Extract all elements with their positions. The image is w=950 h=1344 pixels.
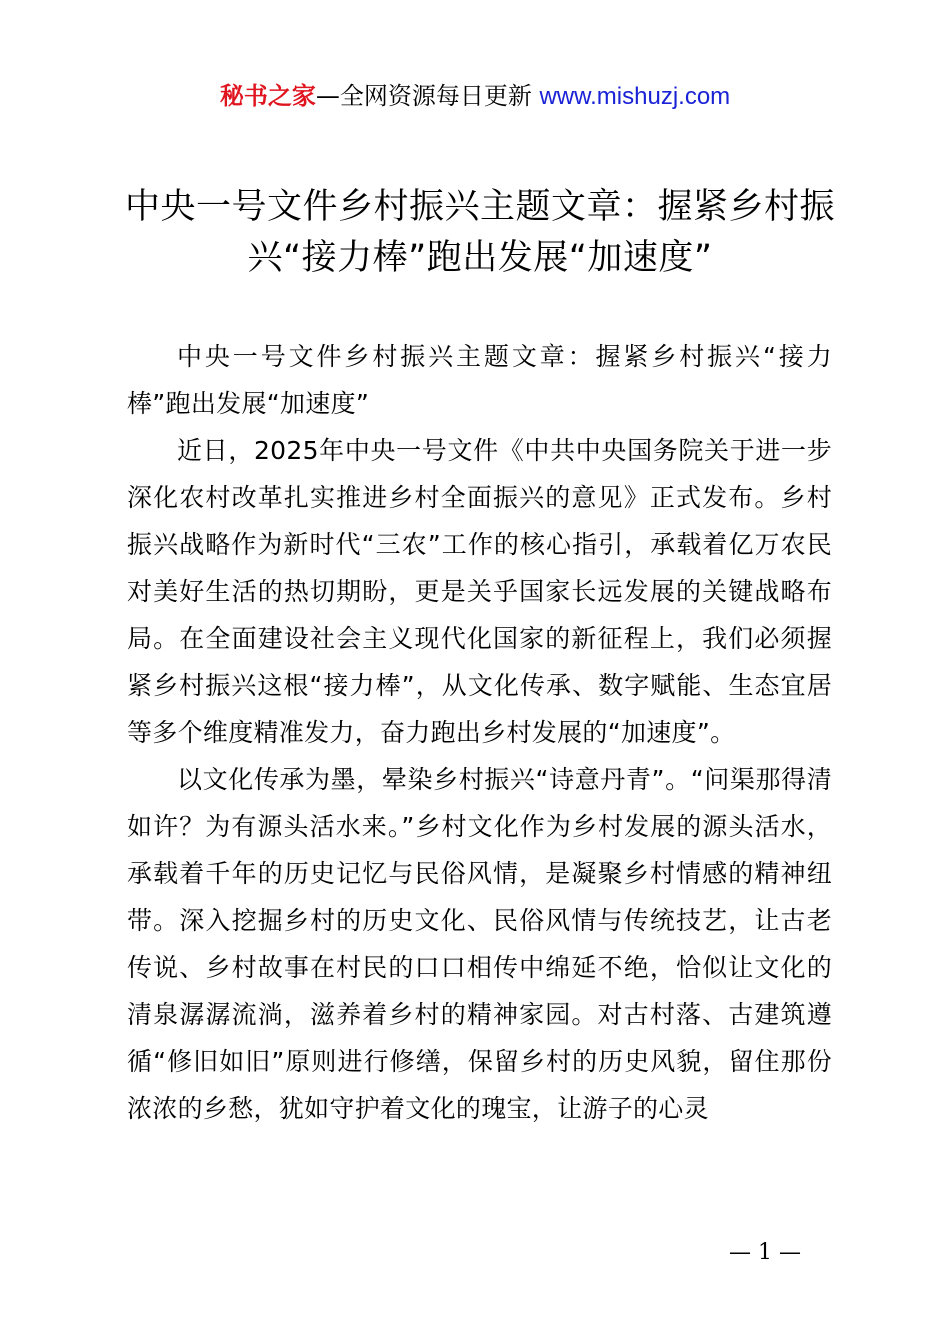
brand-name: 秘书之家 (219, 82, 316, 110)
paragraph-subtitle: 中央一号文件乡村振兴主题文章：握紧乡村振兴“接力棒”跑出发展“加速度” (127, 342, 832, 418)
page-number: — 1 — (729, 1240, 801, 1265)
document-title: 中央一号文件乡村振兴主题文章：握紧乡村振兴“接力棒”跑出发展“加速度” (124, 187, 835, 278)
paragraph-intro: 近日，2025年中央一号文件《中共中央国务院关于进一步深化农村改革扎实推进乡村全面振兴的意见》正式发布。乡村振兴战略作为新时代“三农”工作的核心指引，承载着亿万农民对美好生活的热切期盼，更是关乎国家长远发展的关键战略布局。在全面建设社会主义现代化国家的新征程上，我们必须握紧乡村振兴这根“接力棒”，从文化传承、数字赋能、生态宜居等多个维度精准发力，奋力跑出乡村发展的“加速度”。 (127, 436, 832, 747)
site-url-link[interactable]: www.mishuzj.com (539, 83, 731, 110)
site-header (0, 78, 950, 115)
document-body (127, 333, 832, 1132)
paragraph-culture: 以文化传承为墨，晕染乡村振兴“诗意丹青”。“问渠那得清如许？为有源头活水来。”乡村文化作为乡村发展的源头活水，承载着千年的历史记忆与民俗风情，是凝聚乡村情感的精神纽带。深入挖掘乡村的历史文化、民俗风情与传统技艺，让古老传说、乡村故事在村民的口口相传中绵延不绝，恰似让文化的清泉潺潺流淌，滋养着乡村的精神家园。对古村落、古建筑遵循“修旧如旧”原则进行修缮，保留乡村的历史风貌，留住那份浓浓的乡愁，犹如守护着文化的瑰宝，让游子的心灵 (127, 765, 832, 1123)
header-slogan: —全网资源每日更新 (315, 82, 532, 110)
